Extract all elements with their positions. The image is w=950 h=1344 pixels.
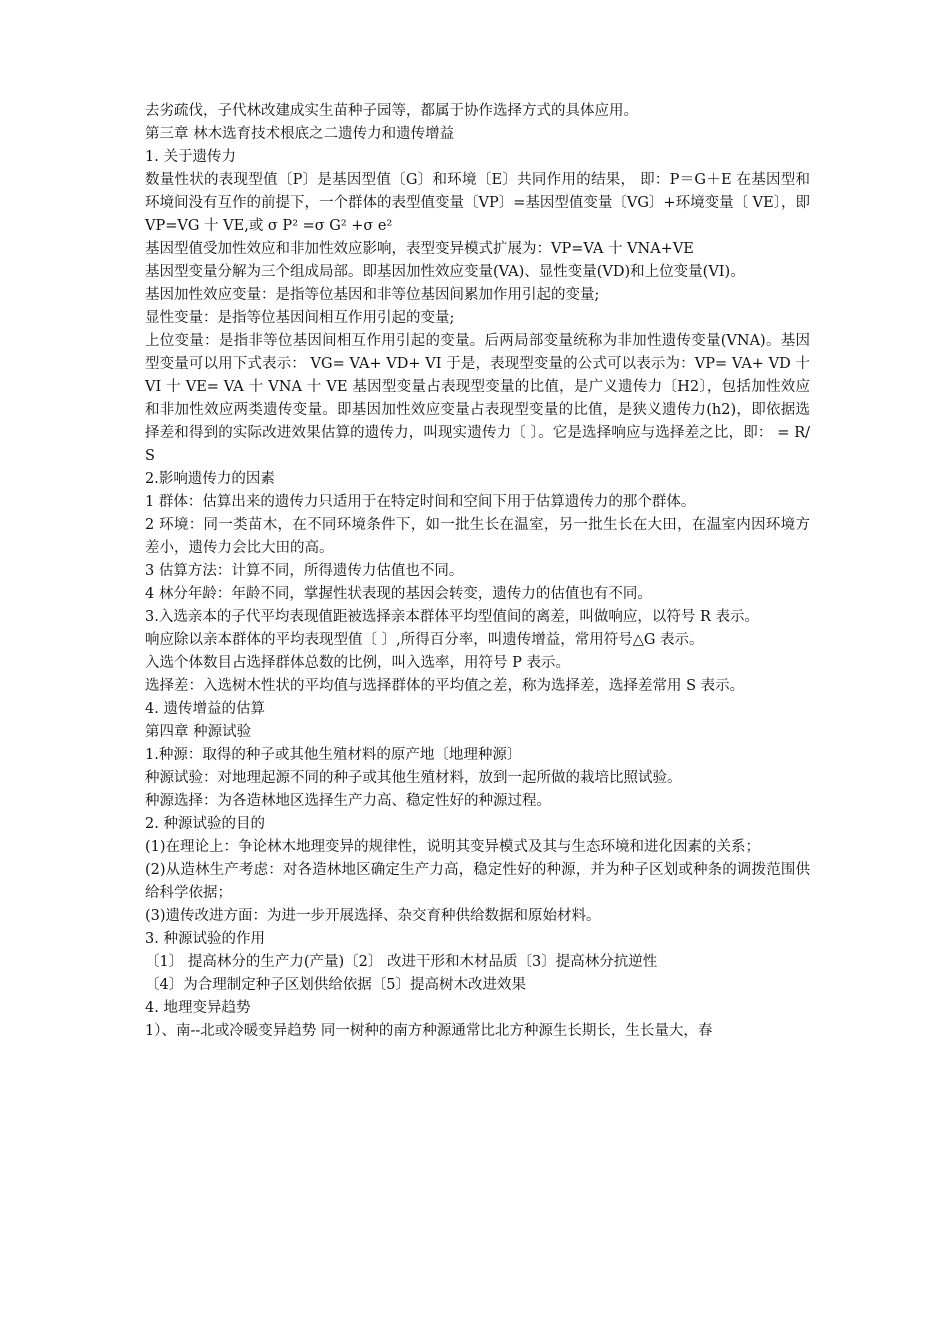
- paragraph: 上位变量：是指非等位基因间相互作用引起的变量。后两局部变量统称为非加性遗传变量(VNA)。基因型变量可以用下式表示： VG= VA+ VD+ VI 于是，表现型变量的公式可以表示为：VP= VA+ VD 十 VI 十 VE= VA 十 VNA 十 VE 基因型变量占表现型变量的比值，是广义遗传力〔H2〕，包括加性效应和非加性效应两类遗传变量。即基因加性效应变量占表现型变量的比值，是狭义遗传力(h2)，即依据选择差和得到的实际改进效果估算的遗传力，叫现实遗传力〔 〕。它是选择响应与选择差之比，即： = R/S: [145, 333, 810, 464]
- paragraph: 基因型变量分解为三个组成局部。即基因加性效应变量(VA)、显性变量(VD)和上位变量(VI)。: [145, 264, 745, 280]
- list-item: 4 林分年龄：年龄不同，掌握性状表现的基因会转变，遗传力的估值也有不同。: [145, 586, 652, 602]
- list-item: (1)在理论上：争论林木地理变异的规律性，说明其变异模式及其与生态环境和进化因素的关系；: [145, 839, 761, 855]
- chapter-heading: 第三章 林木选育技术根底之二遗传力和遗传增益: [145, 126, 455, 142]
- list-item: 〔1〕 提高林分的生产力(产量)〔2〕 改进干形和木材品质〔3〕提高林分抗逆性: [145, 954, 658, 970]
- paragraph: 3.入选亲本的子代平均表现值距被选择亲本群体平均型值间的离差，叫做响应，以符号 R 表示。: [145, 609, 759, 625]
- section-heading: 1. 关于遗传力: [145, 149, 236, 165]
- paragraph: 显性变量：是指等位基因间相互作用引起的变量;: [145, 310, 455, 326]
- paragraph: 基因加性效应变量：是指等位基因和非等位基因间累加作用引起的变量;: [145, 287, 600, 303]
- section-heading: 2. 种源试验的目的: [145, 816, 265, 832]
- paragraph: 基因型值受加性效应和非加性效应影响，表型变异模式扩展为：VP=VA 十 VNA+VE: [145, 241, 694, 257]
- paragraph: 入选个体数目占选择群体总数的比例，叫入选率，用符号 P 表示。: [145, 655, 570, 671]
- list-item: 2 环境：同一类苗木，在不同环境条件下，如一批生长在温室，另一批生长在大田，在温室内因环境方差小，遗传力会比大田的高。: [145, 517, 810, 556]
- paragraph: 数量性状的表现型值〔P〕是基因型值〔G〕和环境〔E〕共同作用的结果， 即：P＝G＋E 在基因型和环境间没有互作的前提下，一个群体的表型值变量〔VP〕=基因型值变量〔VG〕+环境变量〔 VE〕，即 VP=VG 十 VE,或 σ P² =σ G² +σ e²: [145, 172, 810, 234]
- paragraph: 响应除以亲本群体的平均表现型值〔 〕,所得百分率，叫遗传增益，常用符号△G 表示。: [145, 632, 704, 648]
- list-item: (2)从造林生产考虑：对各造林地区确定生产力高，稳定性好的种源，并为种子区划或种条的调拨范围供给科学依据；: [145, 862, 810, 901]
- paragraph: 1）、南--北或冷暖变异趋势 同一树种的南方种源通常比北方种源生长期长，生长量大，春: [145, 1023, 713, 1039]
- paragraph: 1.种源：取得的种子或其他生殖材料的原产地〔地理种源〕: [145, 747, 522, 763]
- list-item: 〔4〕为合理制定种子区划供给依据〔5〕提高树木改进效果: [145, 977, 526, 993]
- section-heading: 2.影响遗传力的因素: [145, 471, 275, 487]
- section-heading: 4. 遗传增益的估算: [145, 701, 265, 717]
- paragraph: 种源试验：对地理起源不同的种子或其他生殖材料，放到一起所做的栽培比照试验。: [145, 770, 682, 786]
- section-heading: 4. 地理变异趋势: [145, 1000, 251, 1016]
- paragraph: 种源选择：为各造林地区选择生产力高、稳定性好的种源过程。: [145, 793, 551, 809]
- list-item: (3)遗传改进方面：为进一步开展选择、杂交育种供给数据和原始材料。: [145, 908, 601, 924]
- document-page: [145, 100, 810, 1043]
- paragraph: 选择差：入选树木性状的平均值与选择群体的平均值之差，称为选择差，选择差常用 S 表示。: [145, 678, 745, 694]
- section-heading: 3. 种源试验的作用: [145, 931, 265, 947]
- text-line: 去劣疏伐，子代林改建成实生苗种子园等，都属于协作选择方式的具体应用。: [145, 103, 638, 119]
- chapter-heading: 第四章 种源试验: [145, 724, 252, 740]
- list-item: 1 群体：估算出来的遗传力只适用于在特定时间和空间下用于估算遗传力的那个群体。: [145, 494, 696, 510]
- list-item: 3 估算方法：计算不同，所得遗传力估值也不同。: [145, 563, 464, 579]
